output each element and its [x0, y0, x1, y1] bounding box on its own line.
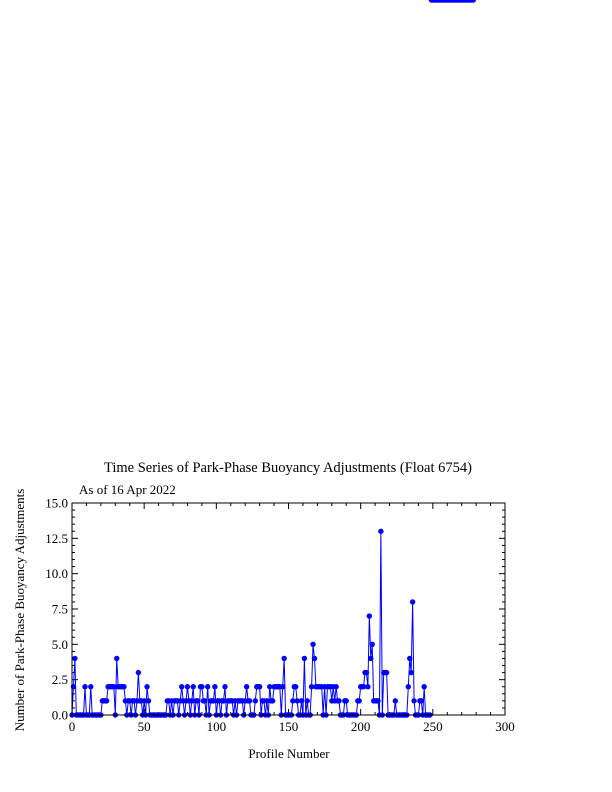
data-point	[82, 684, 87, 689]
x-tick-label: 300	[495, 719, 515, 734]
data-point	[370, 642, 375, 647]
data-point	[293, 684, 298, 689]
x-axis-label: Profile Number	[248, 746, 330, 761]
data-point	[407, 656, 412, 661]
x-tick-label: 0	[68, 719, 76, 734]
x-tick-label: 50	[137, 719, 151, 734]
data-point	[336, 698, 341, 703]
data-point	[364, 670, 369, 675]
data-point	[202, 698, 207, 703]
y-tick-label: 7.5	[51, 601, 68, 617]
data-point	[384, 670, 389, 675]
data-point	[146, 698, 151, 703]
data-point	[195, 698, 200, 703]
y-tick-label: 2.5	[51, 672, 68, 688]
data-point	[344, 698, 349, 703]
data-point	[136, 670, 141, 675]
y-tick-label: 0.0	[51, 707, 68, 723]
x-tick-label: 100	[206, 719, 227, 734]
data-point	[365, 684, 370, 689]
x-tick-label: 150	[278, 719, 299, 734]
data-point	[378, 529, 383, 534]
data-point	[88, 684, 93, 689]
data-point	[410, 599, 415, 604]
data-point	[408, 670, 413, 675]
data-point	[419, 698, 424, 703]
y-tick-label: 15.0	[45, 495, 68, 511]
data-point	[357, 698, 362, 703]
plot-frame	[72, 503, 505, 715]
data-point	[368, 656, 373, 661]
data-point	[179, 684, 184, 689]
data-point	[222, 684, 227, 689]
data-point	[205, 684, 210, 689]
data-point	[191, 684, 196, 689]
chart-title: Time Series of Park-Phase Buoyancy Adjustments (Float 6754)	[104, 460, 472, 476]
data-point	[144, 684, 149, 689]
axis-ticks	[72, 503, 505, 715]
data-point	[253, 698, 258, 703]
series-layer	[69, 0, 476, 718]
data-point	[411, 698, 416, 703]
data-point	[104, 698, 109, 703]
data-point	[406, 684, 411, 689]
x-tick-label: 200	[350, 719, 371, 734]
data-point	[302, 656, 307, 661]
data-point	[257, 684, 262, 689]
data-point	[270, 698, 275, 703]
data-point	[114, 656, 119, 661]
data-point	[393, 698, 398, 703]
data-point	[244, 684, 249, 689]
data-point	[185, 684, 190, 689]
data-point	[312, 656, 317, 661]
data-point	[281, 656, 286, 661]
y-tick-label: 10.0	[45, 566, 68, 582]
data-point	[333, 684, 338, 689]
data-point	[299, 698, 304, 703]
data-point	[310, 642, 315, 647]
chart-subtitle: As of 16 Apr 2022	[79, 482, 176, 497]
data-point	[280, 684, 285, 689]
data-point	[212, 684, 217, 689]
y-tick-label: 5.0	[51, 636, 68, 652]
data-point	[367, 613, 372, 618]
data-point	[121, 684, 126, 689]
data-point	[199, 684, 204, 689]
x-tick-label: 250	[423, 719, 443, 734]
y-tick-label: 12.5	[45, 530, 68, 546]
data-point	[421, 684, 426, 689]
y-axis-label: Number of Park-Phase Buoyancy Adjustments	[12, 488, 27, 732]
data-point	[72, 656, 77, 661]
data-point	[305, 698, 310, 703]
data-point	[375, 698, 380, 703]
data-point	[247, 698, 252, 703]
